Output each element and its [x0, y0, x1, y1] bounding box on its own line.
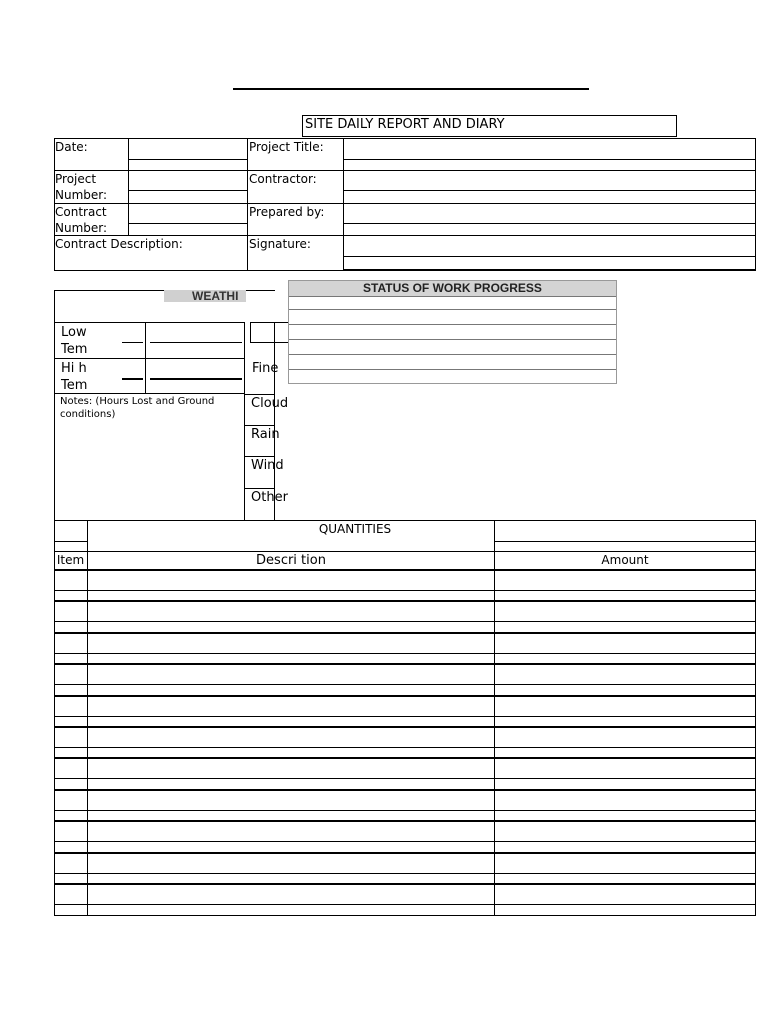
status-row — [289, 354, 616, 355]
status-row — [289, 339, 616, 340]
table-row-line — [54, 632, 756, 634]
low-temp-underline — [150, 342, 242, 343]
status-title: STATUS OF WORK PROGRESS — [289, 281, 616, 296]
condition-wind: Wind — [251, 458, 284, 473]
status-row — [289, 324, 616, 325]
high-temp-underline — [150, 378, 242, 380]
column-header-amount: Amount — [601, 553, 649, 567]
table-row-line — [54, 789, 756, 791]
condition-fine: Fine — [252, 361, 279, 376]
table-row-line — [54, 716, 756, 717]
table-row-line — [54, 569, 756, 571]
contractor-label: Contractor: — [249, 172, 317, 186]
table-row-line — [54, 590, 756, 591]
status-row — [289, 369, 616, 370]
table-row-line — [54, 663, 756, 665]
header-divider — [128, 138, 129, 235]
weather-divider — [145, 322, 146, 393]
value-line — [343, 256, 756, 257]
notes-label: Notes: (Hours Lost and Ground conditions) — [60, 396, 215, 420]
contract-description-label: Contract Description: — [55, 237, 183, 251]
low-temp-label: Low Tem — [61, 325, 88, 357]
table-row-line — [54, 883, 756, 885]
high-temp-label: Hi h Tem — [61, 361, 88, 393]
value-line — [343, 190, 756, 191]
header-divider — [247, 138, 248, 271]
date-label: Date: — [55, 140, 88, 154]
table-row-line — [54, 810, 756, 811]
project-title-label: Project Title: — [249, 140, 324, 154]
value-line — [343, 269, 756, 271]
quantities-divider — [494, 520, 495, 916]
table-row-line — [54, 653, 756, 654]
table-row-line — [54, 621, 756, 622]
high-temp-underline — [122, 378, 143, 380]
table-row-line — [54, 873, 756, 874]
condition-other: Other — [251, 490, 288, 505]
value-line — [343, 159, 756, 160]
weather-banner-text: WEATHI — [192, 290, 239, 302]
header-row-line — [54, 203, 756, 204]
weather-line — [54, 322, 245, 323]
project-number-label: Project Number: — [55, 172, 108, 202]
condition-cloud: Cloud — [251, 396, 289, 411]
weather-divider — [244, 322, 245, 520]
status-panel — [288, 280, 617, 384]
value-line — [343, 223, 756, 224]
value-line — [128, 190, 247, 191]
table-row-line — [54, 778, 756, 779]
header-divider — [343, 138, 344, 271]
weather-banner — [164, 290, 246, 302]
form-title-text: SITE DAILY REPORT AND DIARY — [305, 117, 505, 132]
top-rule — [233, 88, 589, 90]
table-row-line — [54, 841, 756, 842]
quantities-table — [54, 520, 756, 916]
signature-label: Signature: — [249, 237, 311, 251]
quantities-divider — [87, 520, 88, 916]
quantities-title: QUANTITIES — [318, 522, 392, 536]
header-row-line — [54, 170, 756, 171]
weather-line — [54, 358, 245, 359]
column-header-description: Descri tion — [256, 553, 326, 568]
condition-rain: Rain — [251, 427, 280, 442]
table-row-line — [54, 820, 756, 822]
low-temp-underline — [122, 342, 143, 343]
contract-number-label: Contract Number: — [55, 205, 108, 235]
table-row-line — [54, 852, 756, 854]
value-line — [128, 223, 247, 224]
table-row-line — [54, 600, 756, 602]
form-title — [302, 115, 677, 137]
table-row-line — [54, 684, 756, 685]
table-row-line — [54, 695, 756, 697]
status-row — [289, 296, 616, 297]
table-row-line — [54, 904, 756, 905]
value-line — [128, 159, 247, 160]
table-row-line — [54, 757, 756, 759]
column-header-item: Item — [56, 553, 85, 567]
table-row-line — [54, 747, 756, 748]
prepared-by-label: Prepared by: — [249, 205, 325, 219]
table-row-line — [54, 726, 756, 728]
status-row — [289, 309, 616, 310]
